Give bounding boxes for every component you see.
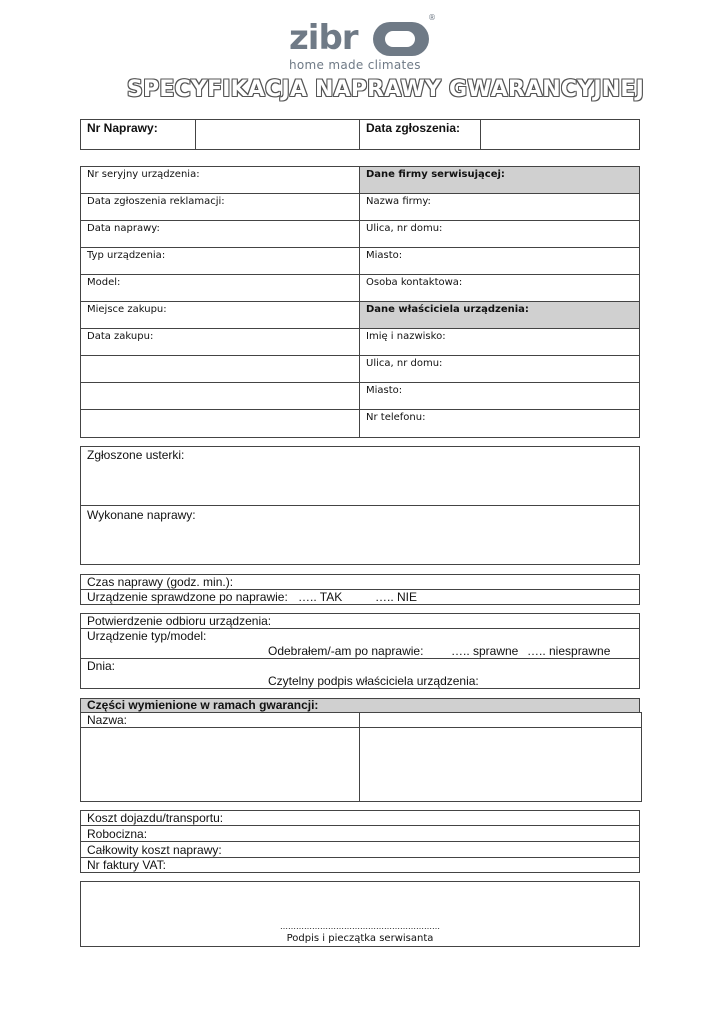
owner-signature-label[interactable]: Czytelny podpis właściciela urządzenia:	[268, 674, 479, 688]
serial-number-label[interactable]: Nr seryjny urządzenia:	[87, 169, 200, 180]
reported-faults-label[interactable]: Zgłoszone usterki:	[87, 448, 185, 462]
logo-tagline: home made climates	[289, 58, 421, 72]
owner-header: Dane właściciela urządzenia:	[366, 304, 529, 315]
type-model-label[interactable]: Urządzenie typ/model:	[87, 629, 207, 643]
owner-street-label[interactable]: Ulica, nr domu:	[366, 358, 443, 369]
document-title: SPECYFIKACJA NAPRAWY GWARANCYJNEJ	[127, 77, 645, 102]
complaint-date-label[interactable]: Data zgłoszenia reklamacji:	[87, 196, 225, 207]
checked-yes-option[interactable]: ….. TAK	[298, 590, 343, 604]
purchase-date-label[interactable]: Data zakupu:	[87, 331, 154, 342]
labor-label[interactable]: Robocizna:	[87, 827, 148, 841]
pickup-confirm-label: Potwierdzenie odbioru urządzenia:	[87, 614, 272, 628]
repair-number-field[interactable]	[196, 120, 359, 149]
service-company-header: Dane firmy serwisującej:	[366, 169, 505, 180]
device-type-label[interactable]: Typ urządzenia:	[87, 250, 166, 261]
purchase-place-label[interactable]: Miejsce zakupu:	[87, 304, 167, 315]
owner-name-label[interactable]: Imię i nazwisko:	[366, 331, 446, 342]
contact-person-label[interactable]: Osoba kontaktowa:	[366, 277, 463, 288]
logo-wordmark: zibr	[289, 18, 358, 58]
repair-date-label[interactable]: Data naprawy:	[87, 223, 160, 234]
invoice-number-label[interactable]: Nr faktury VAT:	[87, 858, 166, 872]
checked-after-repair-label: Urządzenie sprawdzone po naprawie:	[87, 590, 288, 604]
total-cost-label[interactable]: Całkowity koszt naprawy:	[87, 843, 222, 857]
performed-repairs-label[interactable]: Wykonane naprawy:	[87, 508, 196, 522]
owner-city-label[interactable]: Miasto:	[366, 385, 403, 396]
owner-phone-label[interactable]: Nr telefonu:	[366, 412, 426, 423]
received-label: Odebrałem/-am po naprawie:	[268, 644, 424, 658]
parts-header: Części wymienione w ramach gwarancji:	[87, 698, 319, 712]
checked-no-option[interactable]: ….. NIE	[375, 590, 418, 604]
company-name-label[interactable]: Nazwa firmy:	[366, 196, 431, 207]
repair-time-label[interactable]: Czas naprawy (godz. min.):	[87, 575, 234, 589]
part-name-label[interactable]: Nazwa:	[87, 713, 128, 727]
signature-label: Podpis i pieczątka serwisanta	[286, 933, 434, 944]
working-option[interactable]: ….. sprawne	[451, 644, 519, 658]
company-street-label[interactable]: Ulica, nr domu:	[366, 223, 443, 234]
parts-table	[80, 712, 642, 802]
report-date-field[interactable]	[481, 120, 639, 149]
pickup-date-label[interactable]: Dnia:	[87, 659, 116, 673]
model-label[interactable]: Model:	[87, 277, 121, 288]
logo-o-inner	[385, 31, 415, 47]
repair-number-label: Nr Naprawy:	[87, 121, 158, 135]
registered-mark: ®	[428, 13, 436, 22]
company-city-label[interactable]: Miasto:	[366, 250, 403, 261]
transport-cost-label[interactable]: Koszt dojazdu/transportu:	[87, 811, 224, 825]
signature-dots: ……………………………………………………	[280, 922, 440, 931]
report-date-label: Data zgłoszenia:	[366, 121, 461, 135]
not-working-option[interactable]: ….. niesprawne	[527, 644, 611, 658]
